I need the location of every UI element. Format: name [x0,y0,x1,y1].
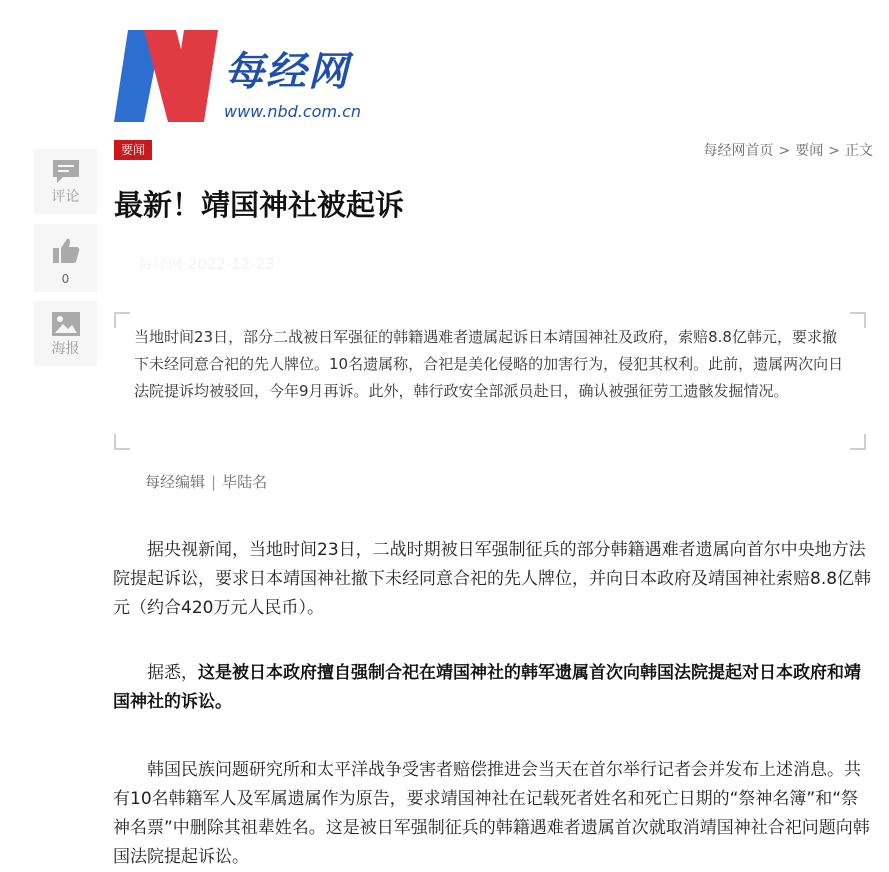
corner-bracket [114,312,130,328]
breadcrumb-separator: > [828,143,840,159]
corner-bracket [850,312,866,328]
breadcrumb-current: 正文 [845,143,873,159]
editor-label: 每经编辑 [145,473,206,491]
thumbs-up-icon [51,236,81,266]
breadcrumb-separator: > [778,143,791,159]
article-paragraph: 据央视新闻，当地时间23日，二战时期被日军强制征兵的部分韩籍遇难者遗属向首尔中央地方法院提起诉讼，要求日本靖国神社撤下未经同意合祀的先人牌位，并向日本政府及靖国神社索赔8.8亿韩元（约合420万元人民币）。 [113,540,872,618]
logo-name: 每经网 [224,49,350,95]
like-count: 0 [61,272,70,286]
site-logo[interactable] [114,30,374,125]
article-summary: 当地时间23日，部分二战被日军强征的韩籍遇难者遗属起诉日本靖国神社及政府，索赔8.8亿韩元，要求撤下未经同意合祀的先人牌位。10名遗属称，合祀是美化侵略的加害行为，侵犯其权利。此前，遗属两次向日法院提诉均被驳回，今年9月再诉。此外，韩行政安全部派员赴日，确认被强征劳工遗骸发掘情况。 [134,328,844,400]
editor-line: 每经编辑 | 毕陆名 [145,473,268,491]
article-paragraph: 韩国民族问题研究所和太平洋战争受害者赔偿推进会当天在首尔举行记者会并发布上述消息。共有10名韩籍军人及军属遗属作为原告，要求靖国神社在记载死者姓名和死亡日期的“祭神名簿”和“祭神名票”中删除其祖辈姓名。这是被日军强制征兵的韩籍遇难者遗属首次就取消靖国神社合祀问题向韩国法院提起诉讼。 [113,760,870,867]
logo-url: www.nbd.com.cn [224,102,362,121]
article-title: 最新！靖国神社被起诉 [114,188,405,222]
paragraph-prefix: 据悉， [147,663,198,683]
image-poster-icon [51,311,81,337]
category-tag[interactable]: 要闻 [114,140,152,160]
logo-n-mark-icon [114,30,220,122]
comment-button[interactable] [34,149,97,214]
comment-icon [51,158,81,186]
breadcrumb-home[interactable]: 每经网首页 [703,143,774,159]
article-summary-box [114,312,866,450]
comment-label: 评论 [51,189,80,205]
article-paragraph-highlight [113,659,874,717]
breadcrumb [704,142,873,160]
like-button[interactable] [34,224,97,292]
poster-button[interactable] [34,301,97,366]
corner-bracket [850,434,866,450]
breadcrumb-section[interactable]: 要闻 [795,143,824,159]
paragraph-bold-text: 这是被日本政府擅自强制合祀在靖国神社的韩军遗属首次向韩国法院提起对日本政府和靖国神社的诉讼。 [113,663,861,712]
article-meta-faint: 每经网 2022-12-23 [138,255,275,273]
corner-bracket [114,434,130,450]
editor-name: 毕陆名 [222,473,268,491]
poster-label: 海报 [51,341,80,357]
